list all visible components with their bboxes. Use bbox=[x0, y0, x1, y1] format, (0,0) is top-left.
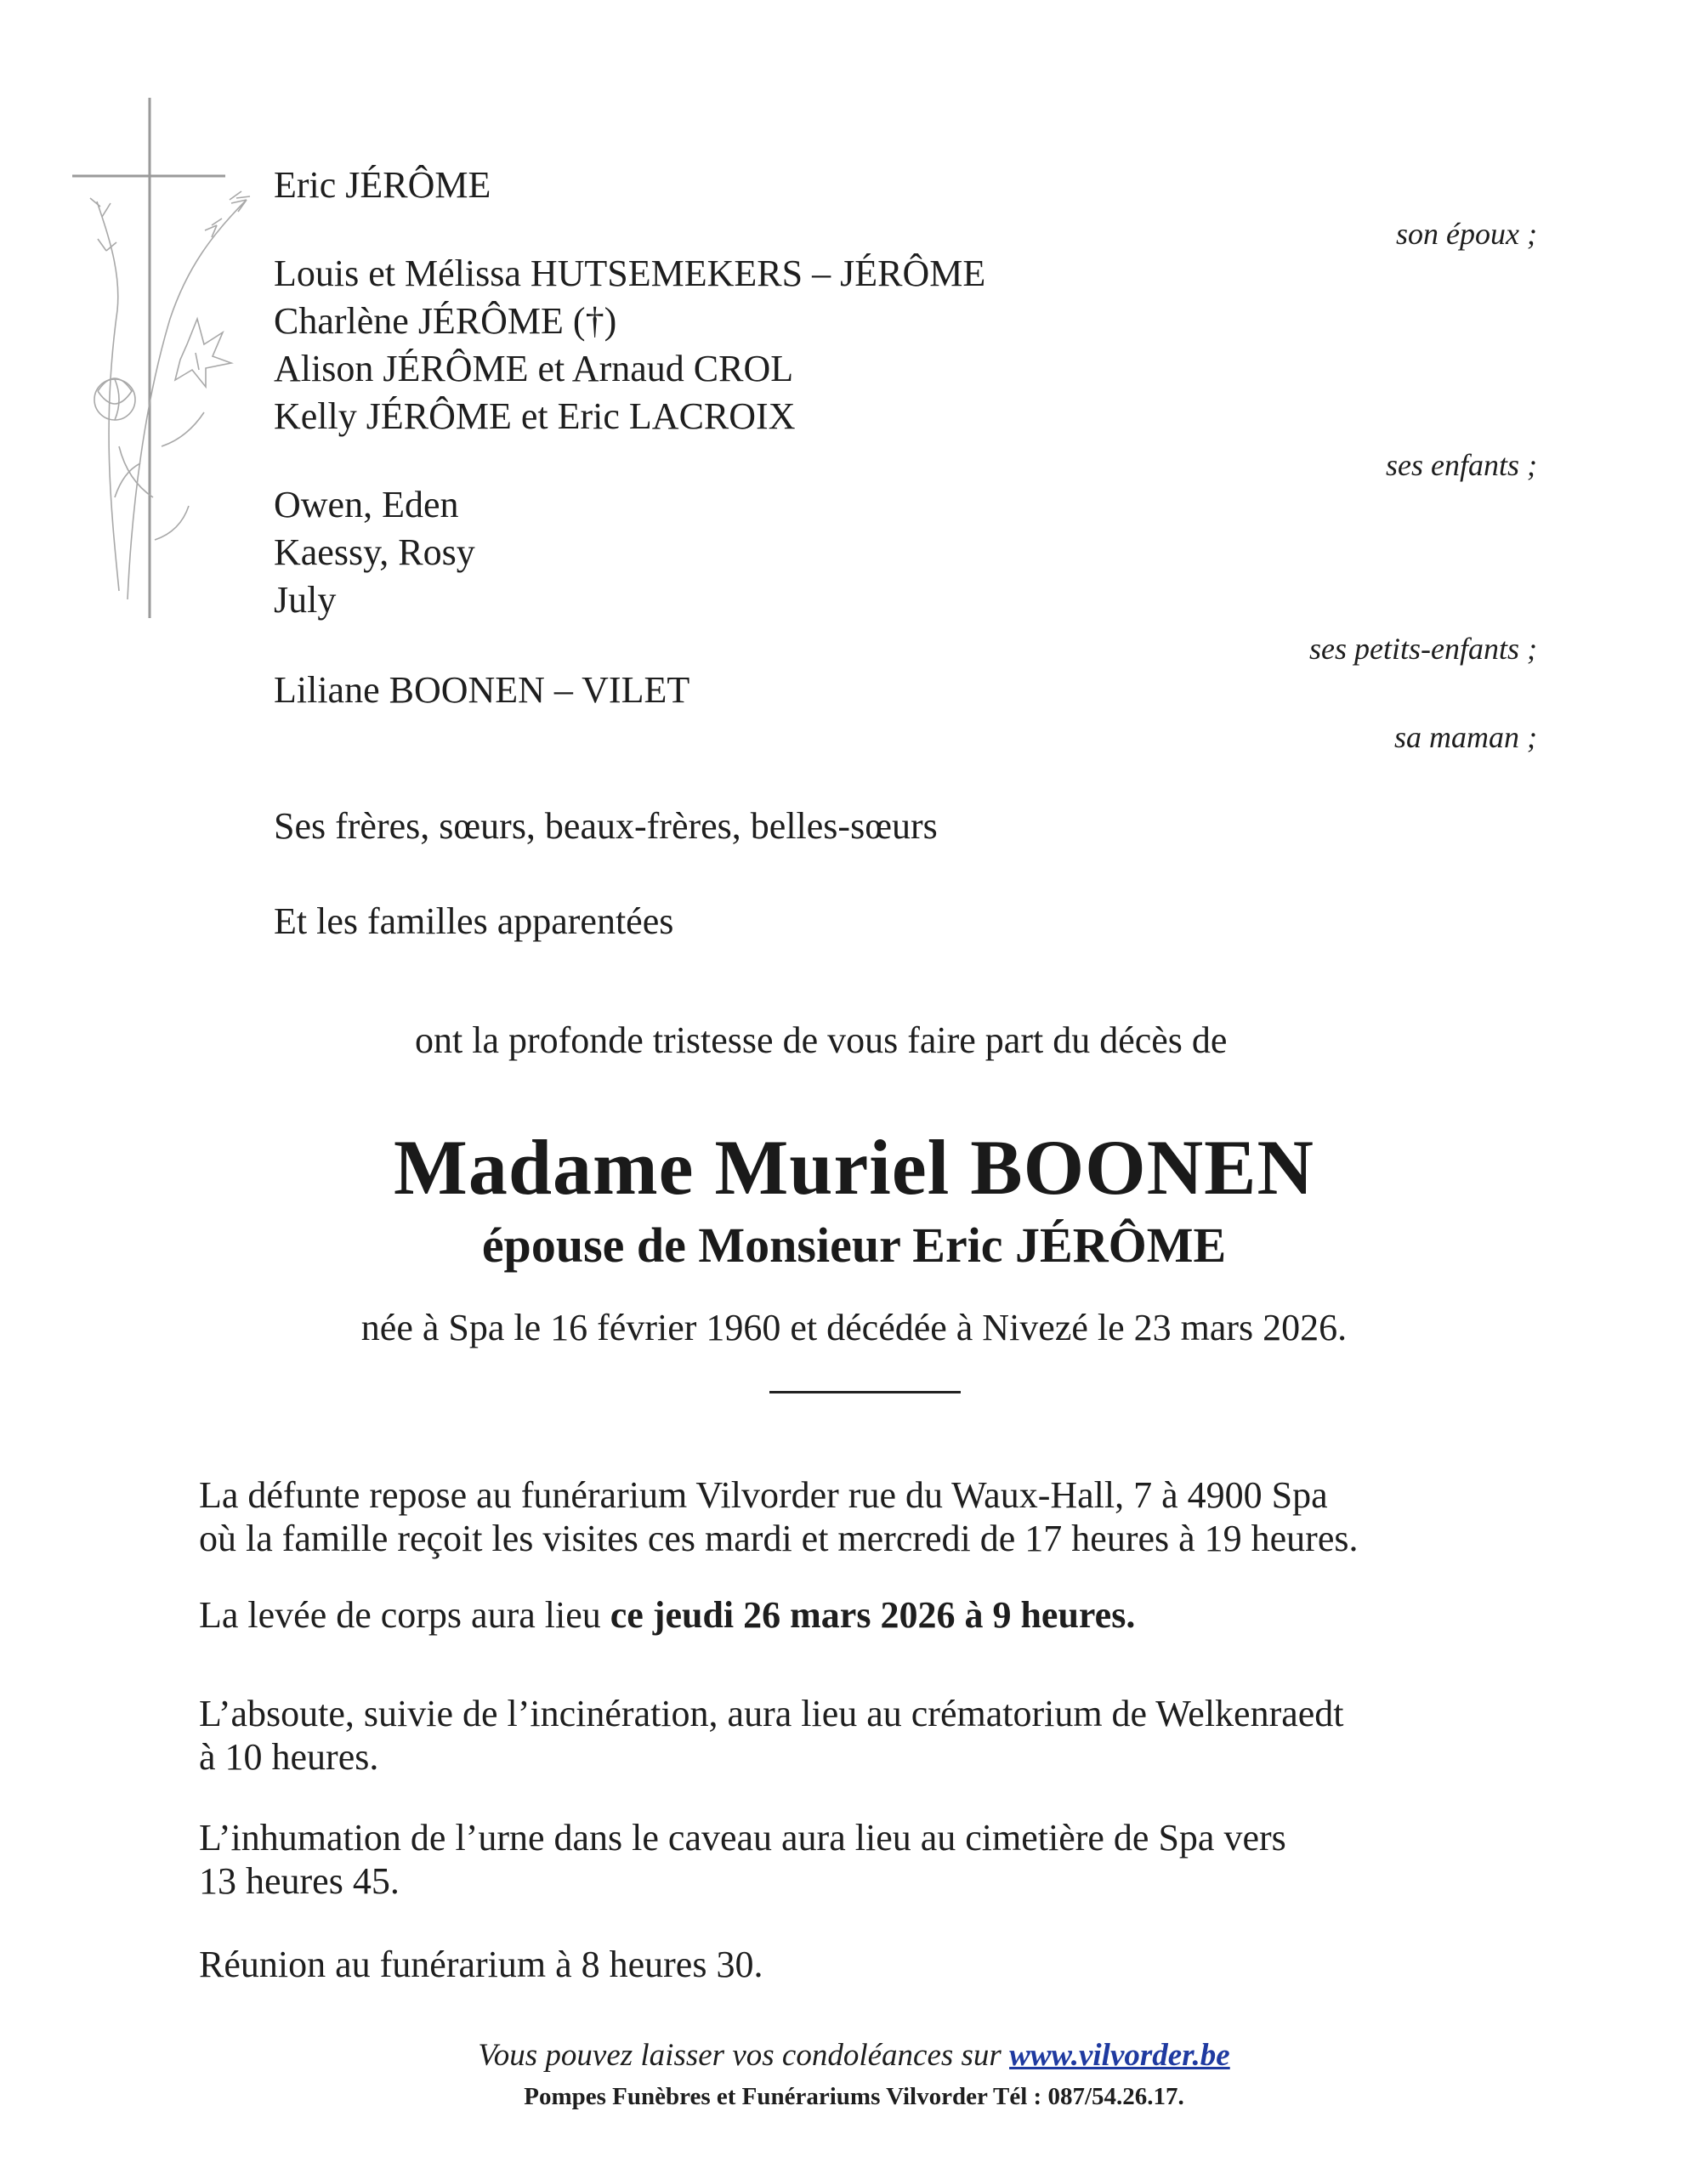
condolences-prefix: Vous pouvez laisser vos condoléances sur bbox=[478, 2038, 1010, 2073]
siblings-line: Ses frères, sœurs, beaux-frères, belles-sœurs bbox=[274, 805, 938, 847]
grandchildren-role: ses petits-enfants ; bbox=[1309, 632, 1537, 666]
company-line: Pompes Funèbres et Funérariums Vilvorder Tél : 087/54.26.17. bbox=[524, 2083, 1184, 2110]
repose-line: La défunte repose au funérarium Vilvorder rue du Waux-Hall, 7 à 4900 Spa bbox=[199, 1474, 1328, 1516]
announcement: ont la profonde tristesse de vous faire part du décès de bbox=[415, 1019, 1228, 1061]
repose-line: où la famille reçoit les visites ces mardi et mercredi de 17 heures à 19 heures. bbox=[199, 1518, 1359, 1559]
reunion-line: Réunion au funérarium à 8 heures 30. bbox=[199, 1944, 763, 1985]
grandchild-name: Kaessy, Rosy bbox=[274, 531, 475, 573]
spouse-role: son époux ; bbox=[1396, 217, 1537, 251]
child-name: Louis et Mélissa HUTSEMEKERS – JÉRÔME bbox=[274, 253, 986, 294]
levee-prefix: La levée de corps aura lieu bbox=[199, 1594, 610, 1636]
grandchild-name: July bbox=[274, 579, 337, 621]
cross-with-flowers-icon bbox=[68, 98, 272, 625]
condolences-line bbox=[0, 2037, 1708, 2074]
children-role: ses enfants ; bbox=[1386, 448, 1537, 482]
child-name: Alison JÉRÔME et Arnaud CROL bbox=[274, 348, 794, 389]
divider-rule bbox=[769, 1391, 961, 1393]
mother-role: sa maman ; bbox=[1394, 720, 1537, 754]
deceased-dates: née à Spa le 16 février 1960 et décédée à Nivezé le 23 mars 2026. bbox=[360, 1307, 1348, 1348]
deceased-name: Madame Muriel BOONEN bbox=[394, 1124, 1314, 1211]
spouse-name: Eric JÉRÔME bbox=[274, 164, 491, 206]
inhumation-line: 13 heures 45. bbox=[199, 1860, 400, 1902]
grandchild-name: Owen, Eden bbox=[274, 484, 459, 525]
mother-name: Liliane BOONEN – VILET bbox=[274, 669, 690, 711]
levee-line bbox=[199, 1593, 1135, 1637]
absoute-line: à 10 heures. bbox=[199, 1736, 379, 1778]
absoute-line: L’absoute, suivie de l’incinération, aura lieu au crématorium de Welkenraedt bbox=[199, 1693, 1344, 1734]
deceased-relation: épouse de Monsieur Eric JÉRÔME bbox=[481, 1217, 1227, 1273]
relatives-line: Et les familles apparentées bbox=[274, 900, 674, 942]
child-name: Kelly JÉRÔME et Eric LACROIX bbox=[274, 395, 796, 437]
levee-date: ce jeudi 26 mars 2026 à 9 heures. bbox=[610, 1594, 1136, 1636]
inhumation-line: L’inhumation de l’urne dans le caveau aura lieu au cimetière de Spa vers bbox=[199, 1817, 1286, 1859]
website-link[interactable]: www.vilvorder.be bbox=[1009, 2038, 1230, 2073]
child-name: Charlène JÉRÔME (†) bbox=[274, 300, 617, 342]
